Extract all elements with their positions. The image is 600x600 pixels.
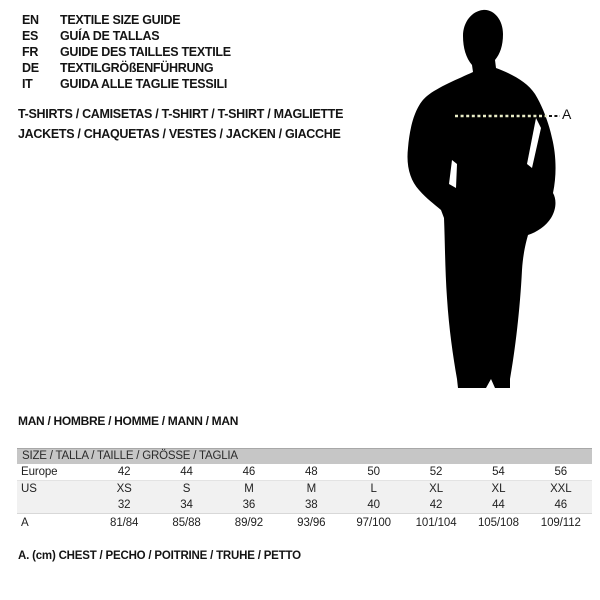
language-label: GUÍA DE TALLAS: [60, 29, 160, 43]
table-cell: 105/108: [478, 517, 519, 529]
table-cell: M: [306, 483, 317, 495]
category-tshirts: T-SHIRTS / CAMISETAS / T-SHIRT / T-SHIRT / MAGLIETTE: [18, 107, 344, 121]
category-list: [18, 104, 343, 144]
table-cell: 34: [180, 499, 193, 511]
table-cell: 42: [117, 466, 131, 478]
table-cell: 81/84: [110, 517, 139, 529]
language-code: FR: [22, 45, 39, 59]
table-cell: 46: [242, 466, 256, 478]
section-title: MAN / HOMBRE / HOMME / MANN / MAN: [18, 414, 239, 428]
row-label: [17, 497, 93, 513]
table-cell: 56: [554, 466, 568, 478]
table-row-chest: [17, 514, 592, 532]
table-cell: XXL: [550, 483, 572, 495]
table-cell: 54: [492, 466, 505, 478]
language-label: TEXTILE SIZE GUIDE: [60, 13, 181, 27]
table-cell: 46: [554, 499, 568, 511]
table-header: SIZE / TALLA / TAILLE / GRÖSSE / TAGLIA: [17, 448, 592, 464]
table-cell: M: [244, 483, 254, 495]
language-code: ES: [22, 29, 39, 43]
table-cell: XL: [429, 483, 443, 495]
table-cell: 44: [492, 499, 505, 511]
table-row-europe: [17, 464, 592, 481]
language-row: [22, 28, 231, 44]
table-cell: S: [182, 483, 191, 495]
table-cell: 48: [305, 466, 318, 478]
table-cell: 101/104: [415, 517, 457, 529]
table-cell: 93/96: [297, 517, 326, 529]
table-cell: 32: [117, 499, 131, 511]
table-cell: XS: [116, 483, 132, 495]
language-label: TEXTILGRÖßENFÜHRUNG: [60, 61, 214, 75]
table-cell: 109/112: [540, 517, 581, 529]
language-label: GUIDE DES TAILLES TEXTILE: [60, 45, 231, 59]
table-cell: 50: [367, 466, 380, 478]
table-cell: 38: [305, 499, 318, 511]
table-cell: 36: [242, 499, 256, 511]
language-code: IT: [22, 77, 33, 91]
language-list: [22, 12, 231, 92]
category-jackets: JACKETS / CHAQUETAS / VESTES / JACKEN / GIACCHE: [18, 127, 341, 141]
language-code: DE: [22, 61, 39, 75]
measurement-footnote: A. (cm) CHEST / PECHO / POITRINE / TRUHE / PETTO: [18, 550, 301, 562]
man-silhouette-path: [407, 10, 555, 388]
row-label: Europe: [21, 466, 58, 478]
table-cell: XL: [491, 483, 506, 495]
size-table: [17, 448, 592, 532]
language-label: GUIDA ALLE TAGLIE TESSILI: [60, 77, 228, 91]
language-row: [22, 12, 231, 28]
table-cell: 85/88: [172, 517, 201, 529]
table-cell: 52: [429, 466, 443, 478]
language-row: [22, 44, 231, 60]
table-cell: 97/100: [356, 517, 391, 529]
table-cell: L: [370, 483, 377, 495]
table-cell: 89/92: [234, 517, 264, 529]
table-row-us: [17, 481, 592, 497]
figure-man-silhouette: [400, 2, 580, 394]
table-row-unlabeled: [17, 497, 592, 514]
table-cell: 44: [180, 466, 193, 478]
table-cell: 42: [429, 499, 443, 511]
row-label: US: [21, 483, 37, 495]
table-cell: 40: [367, 499, 380, 511]
measure-label-a: A: [562, 106, 572, 122]
language-code: EN: [22, 13, 39, 27]
language-row: [22, 60, 231, 76]
row-label: A: [21, 517, 29, 529]
language-row: [22, 76, 231, 92]
man-silhouette-graphic: [400, 2, 580, 394]
